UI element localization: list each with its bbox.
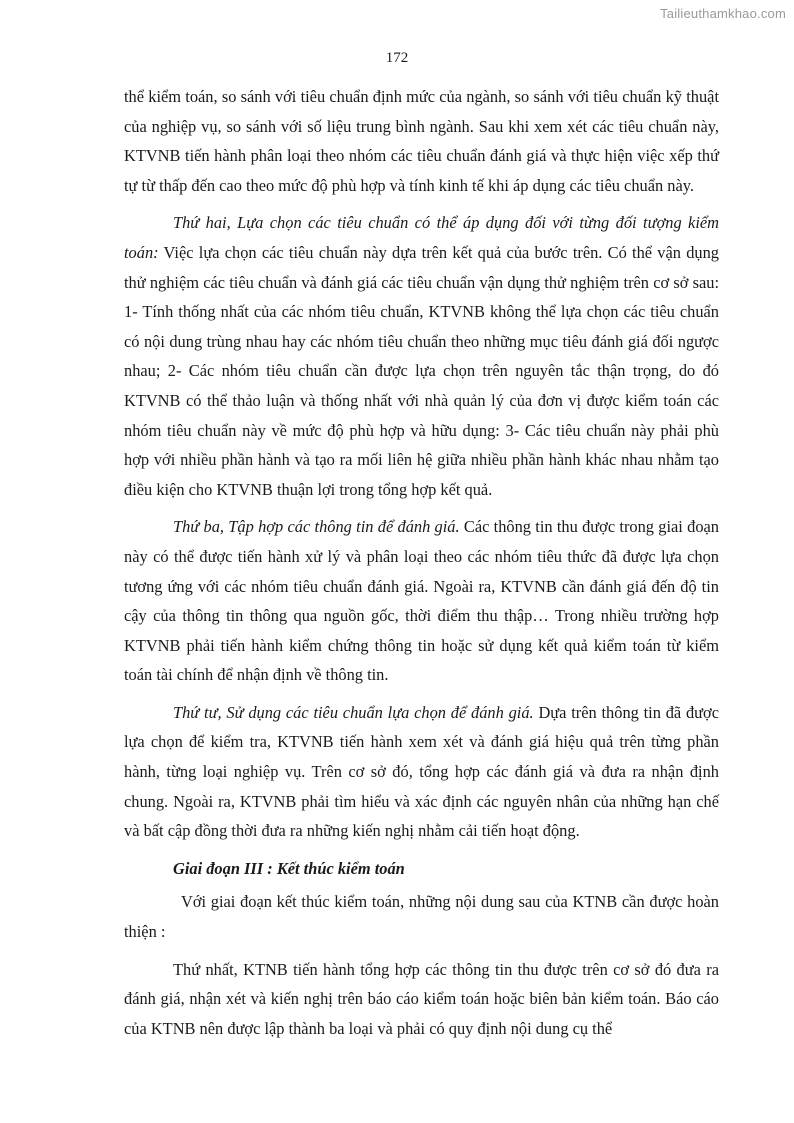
paragraph-4-lead: Thứ tư, Sử dụng các tiêu chuẩn lựa chọn để đánh giá.	[173, 702, 534, 722]
paragraph-6: Thứ nhất, KTNB tiến hành tổng hợp các thông tin thu được trên cơ sở đó đưa ra đánh giá, nhận xét và kiến nghị trên báo cáo kiểm toán hoặc biên bản kiểm toán. Báo cáo của KTNB nên được lập thành ba loại và phải có quy định nội dung cụ thể	[124, 959, 719, 1038]
paragraph-3-body: Các thông tin thu được trong giai đoạn này có thể được tiến hành xử lý và phân loại theo các nhóm tiêu thức đã được lựa chọn tương ứng với các nhóm tiêu chuẩn đánh giá. Ngoài ra, KTVNB cần đánh giá đến độ tin cậy của thông tin thông qua nguồn gốc, thời điểm thu thập… Trong nhiều trường hợp KTVNB phải tiến hành kiểm chứng thông tin hoặc sử dụng kết quả kiểm toán từ kiểm toán tài chính để nhận định về thông tin.	[124, 517, 719, 685]
paragraph-3-lead: Thứ ba, Tập hợp các thông tin để đánh giá.	[173, 517, 460, 537]
paragraph-4-body: Dựa trên thông tin đã được lựa chọn để kiểm tra, KTVNB tiến hành xem xét và đánh giá hiệu quả trên từng phần hành, từng loại nghiệp vụ. Trên cơ sở đó, tổng hợp các đánh giá và đưa ra nhận định chung. Ngoài ra, KTVNB phải tìm hiểu và xác định các nguyên nhân của những hạn chế và bất cập đồng thời đưa ra những kiến nghị nhằm cải tiến hoạt động.	[124, 702, 719, 841]
paragraph-2	[124, 208, 719, 504]
paragraph-5: Với giai đoạn kết thúc kiểm toán, những nội dung sau của KTNB cần được hoàn thiện :	[124, 892, 719, 942]
watermark: Tailieuthamkhao.com	[660, 6, 786, 21]
paragraph-2-body: Việc lựa chọn các tiêu chuẩn này dựa trên kết quả của bước trên. Có thể vận dụng thử nghiệm các tiêu chuẩn và đánh giá các tiêu chuẩn vận dụng thử nghiệm trên cơ sở sau: 1- Tính thống nhất của các nhóm tiêu chuẩn, KTVNB không thể lựa chọn các tiêu chuẩn có nội dung trùng nhau hay các nhóm tiêu chuẩn theo những mục tiêu đánh giá đối ngược nhau; 2- Các nhóm tiêu chuẩn cần được lựa chọn trên nguyên tắc thận trọng, do đó KTVNB có thể thảo luận và thống nhất với nhà quản lý của đơn vị được kiểm toán các nhóm tiêu chuẩn này về mức độ phù hợp và hữu dụng: 3- Các tiêu chuẩn này phải phù hợp với nhiều phần hành và tạo ra mối liên hệ giữa nhiều phần hành khác nhau nhằm tạo điều kiện cho KTVNB thuận lợi trong tổng hợp kết quả.	[124, 242, 719, 499]
paragraph-3	[124, 512, 719, 690]
document-body	[124, 82, 719, 1051]
paragraph-2-lead: Thứ hai, Lựa chọn các tiêu chuẩn có thể áp dụng đối với từng đối tượng kiểm toán:	[124, 213, 719, 262]
paragraph-4	[124, 698, 719, 846]
section-heading: Giai đoạn III : Kết thúc kiểm toán	[173, 858, 405, 878]
page-number: 172	[385, 50, 409, 66]
paragraph-1: thể kiểm toán, so sánh với tiêu chuẩn định mức của ngành, so sánh với tiêu chuẩn kỹ thuật của nghiệp vụ, so sánh với số liệu trung bình ngành. Sau khi xem xét các tiêu chuẩn này, KTVNB tiến hành phân loại theo nhóm các tiêu chuẩn đánh giá và thực hiện việc xếp thứ tự từ thấp đến cao theo mức độ phù hợp và tính kinh tế khi áp dụng các tiêu chuẩn này.	[124, 87, 719, 195]
